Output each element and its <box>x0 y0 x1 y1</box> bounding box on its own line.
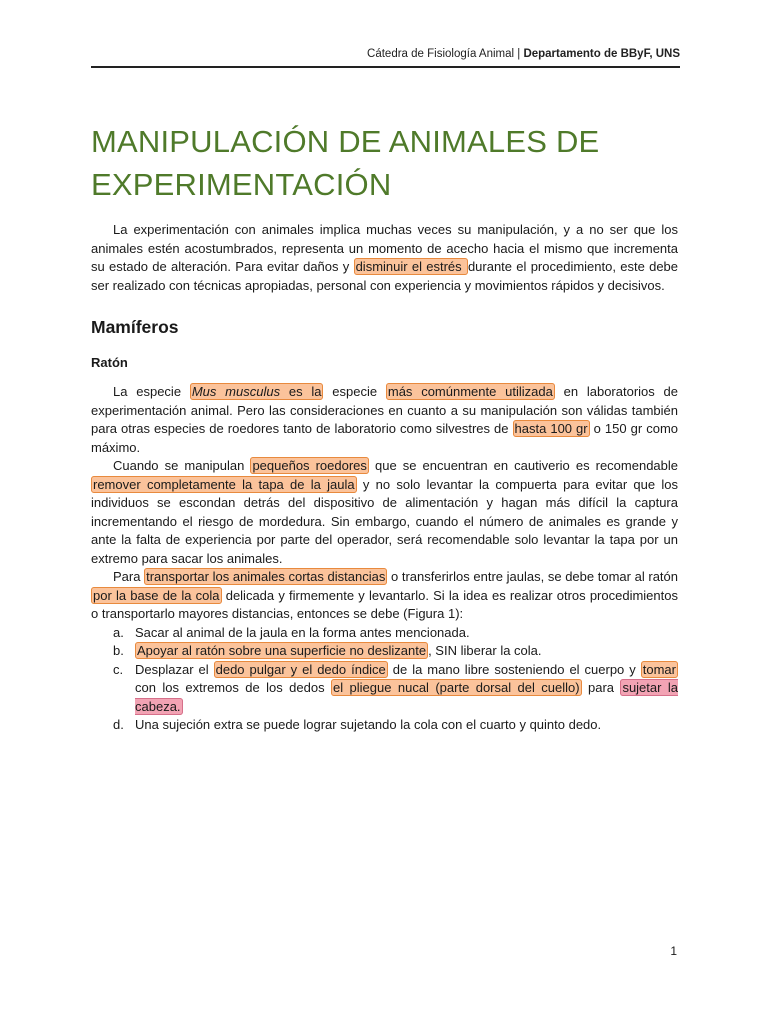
paragraph-species <box>91 383 678 457</box>
list-item <box>91 661 678 717</box>
section-heading: Mamíferos <box>91 317 179 337</box>
text-run: o 150 gr como máximo. <box>91 421 678 455</box>
document-body <box>91 221 678 735</box>
text-run: especie <box>323 384 386 399</box>
highlight: dedo pulgar y el dedo índice <box>215 661 386 677</box>
highlight: disminuir el estrés <box>355 259 466 274</box>
paragraph-transport <box>91 568 678 624</box>
list-item <box>91 642 678 661</box>
text-run: Una sujeción extra se puede lograr sujetando la cola con el cuarto y quinto dedo. <box>135 717 602 732</box>
highlight: tomar <box>642 661 676 677</box>
text-run: delicada y firmemente y levantarlo. Si la idea es realizar otros procedimientos o transportarlo mayores distancias, entonces se debe (Figura 1): <box>91 587 678 621</box>
text-run: , SIN liberar la cola. <box>428 643 542 658</box>
highlight: pequeños roedores <box>252 458 367 473</box>
highlight: más comúnmente utilizada <box>387 384 553 399</box>
highlight: hasta 100 gr <box>514 421 588 436</box>
species-name: Mus musculus <box>191 384 281 399</box>
text-run: Cuando se manipulan <box>113 458 251 473</box>
highlight: remover completamente la tapa de la jaula <box>93 476 355 492</box>
page-header <box>91 44 680 68</box>
text-run: es la <box>280 384 322 399</box>
text-run: para <box>581 680 621 695</box>
text-run: o transferirlos entre jaulas, se debe tomar al ratón <box>387 569 678 584</box>
list-marker: a. <box>113 624 124 640</box>
text-run: La especie <box>113 384 190 399</box>
text-run: con los extremos de los dedos <box>135 680 331 695</box>
text-run: Desplazar el <box>135 661 214 677</box>
procedure-list <box>91 624 678 735</box>
text-run: durante el procedimiento, este debe ser realizado con técnicas apropiadas, personal con experiencia y movimientos rápidos y decisivos. <box>91 259 679 293</box>
header-department: Departamento de BByF, UNS <box>523 48 680 60</box>
highlight: el pliegue nucal (parte dorsal del cuello) <box>333 680 580 695</box>
list-marker: d. <box>113 717 124 732</box>
document-title: MANIPULACIÓN DE ANIMALES DE EXPERIMENTACIÓN <box>91 124 600 202</box>
list-marker: b. <box>113 643 124 658</box>
list-item <box>91 624 678 643</box>
highlight <box>190 383 324 400</box>
text-run: en laboratorios de experimentación animal. Pero las consideraciones en cuanto a su manipulación son válidas también para otras especies de roedores tanto de laboratorio como silvestres de <box>91 384 679 436</box>
highlight: Apoyar al ratón sobre una superficie no deslizante <box>137 643 427 658</box>
highlight: transportar los animales cortas distancias <box>146 569 386 584</box>
list-item <box>91 716 678 735</box>
intro-paragraph <box>91 221 678 295</box>
highlight: por la base de la cola <box>93 587 220 603</box>
text-run: Para <box>113 569 145 584</box>
text-run: que se encuentran en cautiverio es recomendable <box>368 458 679 473</box>
header-chair: Cátedra de Fisiología Animal | <box>367 48 524 60</box>
text-run: de la mano libre sosteniendo el cuerpo y <box>387 661 641 677</box>
text-run: Sacar al animal de la jaula en la forma antes mencionada. <box>135 624 470 640</box>
highlight-pink: sujetar la cabeza. <box>135 680 678 714</box>
page-number: 1 <box>670 944 677 958</box>
paragraph-handling <box>91 457 678 568</box>
text-run: La experimentación con animales implica muchas veces su manipulación, y a no ser que los animales estén acostumbrados, representa un momento de acecho hacia el mismo que incrementa su estado de alteración. Para evitar daños y <box>91 222 678 274</box>
text-run: y no solo levantar la compuerta para evitar que los individuos se escondan detrás del dispositivo de alimentación y hagan más difícil la captura incrementando el riesgo de mordedura. Sin embargo, cuando el número de animales es grande y ante la falta de experiencia por parte del operador, será recomendable solo levantar la tapa por un extremo para sacar los animales. <box>91 476 678 566</box>
list-marker: c. <box>113 661 124 677</box>
subsection-heading: Ratón <box>91 355 128 370</box>
